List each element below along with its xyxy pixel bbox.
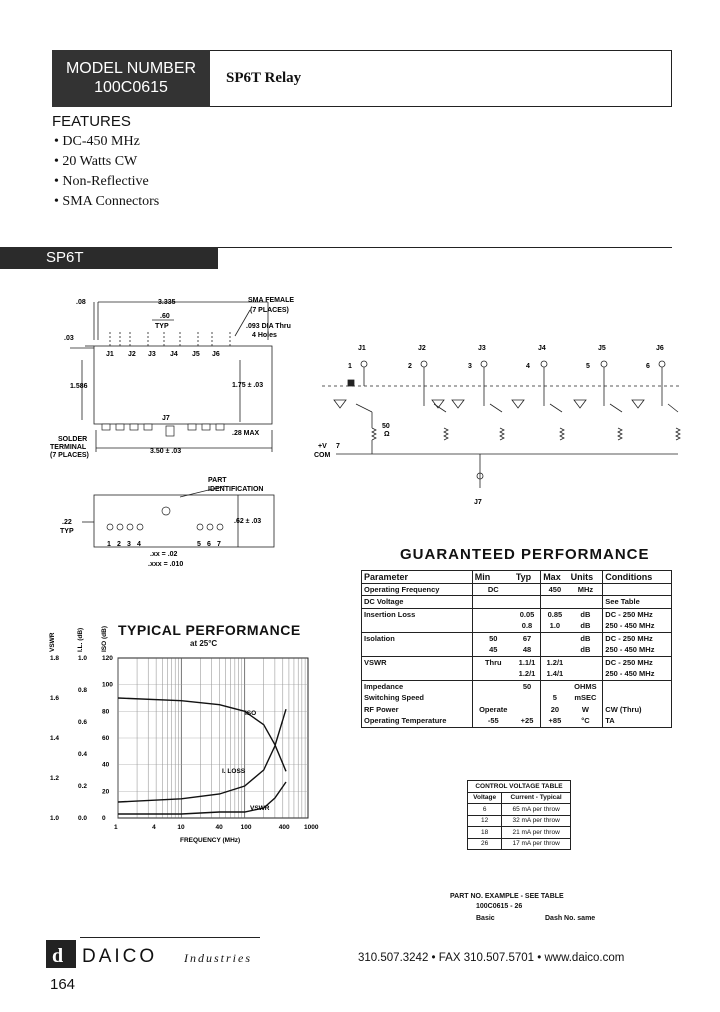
y-tick-label: 40: [102, 761, 110, 769]
contact-line: 310.507.3242 • FAX 310.507.5701 • www.daico.com: [358, 952, 625, 964]
part-example-basic: Basic: [476, 915, 495, 922]
dim-typ: TYP: [155, 323, 169, 330]
series-annotation: I. LOSS: [222, 768, 246, 775]
part-label-2: IDENTIFICATION: [208, 486, 264, 493]
y-tick-label: 80: [102, 708, 110, 716]
series-line-iso: [118, 698, 286, 771]
table-row: Operating Frequency DC 450 MHz: [362, 583, 672, 596]
page-number: 164: [50, 976, 76, 993]
port-j6: J6: [212, 351, 220, 358]
series-annotation: VSWR: [250, 805, 270, 812]
sch-v: +V: [318, 443, 327, 450]
y-tick-label: 1.2: [50, 775, 60, 782]
y-axis-label: I.L. (dB): [77, 627, 84, 652]
y-tick-label: 0.0: [78, 815, 88, 822]
features-title: FEATURES: [52, 113, 131, 130]
y-tick-label: 1.4: [50, 735, 60, 742]
dim-1586: 1.586: [70, 383, 88, 390]
y-tick-label: 0.2: [78, 783, 88, 790]
x-tick-label: 1: [114, 824, 118, 831]
feature-item: • 20 Watts CW: [54, 154, 138, 169]
dim-22: .22: [62, 519, 72, 526]
y-tick-label: 1.0: [78, 655, 88, 662]
y-tick-label: 0.8: [78, 687, 88, 694]
pin-4: 4: [137, 541, 141, 548]
company-name: DAICO: [82, 946, 158, 967]
x-tick-label: 10: [177, 824, 185, 831]
sch-n6: 6: [646, 363, 650, 370]
y-tick-label: 0.6: [78, 719, 88, 726]
sch-ohm: Ω: [384, 431, 390, 438]
pin-5: 5: [197, 541, 201, 548]
port-j5: J5: [192, 351, 200, 358]
table-row: Impedance 50 OHMS: [362, 680, 672, 692]
x-tick-label: 100: [240, 824, 252, 831]
pin-3: 3: [127, 541, 131, 548]
sch-j5: J5: [598, 345, 606, 352]
feature-item: • Non-Reflective: [54, 174, 149, 189]
dim-350: 3.50 ± .03: [150, 448, 182, 455]
y-tick-label: 0: [102, 815, 106, 822]
y-axis-label: ISO (dB): [101, 626, 108, 652]
port-j3: J3: [148, 351, 156, 358]
svg-text:d: d: [52, 945, 64, 967]
sch-n5: 5: [586, 363, 590, 370]
typical-performance-chart: [40, 618, 330, 850]
daico-logo: [46, 940, 78, 970]
pin-6: 6: [207, 541, 211, 548]
dim-62: .62 ± .03: [234, 518, 262, 525]
section-band: SP6T: [0, 247, 218, 269]
y-tick-label: 20: [102, 788, 110, 796]
sch-j4: J4: [538, 345, 546, 352]
port-j4: J4: [170, 351, 178, 358]
y-tick-label: 120: [102, 655, 113, 662]
sch-n4: 4: [526, 363, 530, 370]
series-annotation: ISO: [245, 710, 257, 717]
company-industries: Industries: [184, 951, 252, 965]
dim-175: 1.75 ± .03: [232, 382, 264, 389]
table-row: 12 32 mA per throw: [468, 815, 571, 827]
sch-j3: J3: [478, 345, 486, 352]
port-j7: J7: [162, 415, 170, 422]
table-row: 18 21 mA per throw: [468, 827, 571, 839]
sch-j1: J1: [358, 345, 366, 352]
y-tick-label: 60: [102, 735, 110, 742]
table-row: 1.2/1 1.4/1 250 - 450 MHz: [362, 668, 672, 680]
tolerance-1: .xx = .02: [150, 551, 178, 558]
dim-60: .60: [160, 313, 170, 320]
mechanical-drawing: [40, 290, 320, 580]
solder-l1: SOLDER: [58, 436, 88, 443]
dim-typ2: TYP: [60, 528, 74, 535]
table-row: DC Voltage See Table: [362, 596, 672, 609]
x-axis-label: FREQUENCY (MHz): [180, 837, 241, 844]
y-tick-label: 1.6: [50, 695, 60, 702]
table-row: 26 17 mA per throw: [468, 838, 571, 850]
y-axis-label: VSWR: [49, 632, 56, 652]
sch-seven: 7: [336, 443, 340, 450]
part-example-title: PART NO. EXAMPLE - SEE TABLE: [450, 893, 564, 900]
table-row: Switching Speed 5 mSEC: [362, 692, 672, 704]
control-voltage-table: CONTROL VOLTAGE TABLE Voltage Current - Typical 6 65 mA per throw 12 32 mA per throw 18 21 mA per throw 26 17 mA per throw: [467, 780, 571, 850]
product-title: SP6T Relay: [226, 70, 302, 86]
table-row: RF Power Operate 20 W CW (Thru): [362, 704, 672, 716]
dim-3335: 3.335: [158, 299, 176, 306]
pin-2: 2: [117, 541, 121, 548]
sch-j7: J7: [474, 499, 482, 506]
model-label: MODEL NUMBER: [65, 60, 197, 77]
y-tick-label: 1.0: [50, 815, 60, 822]
hole-count: 4 Holes: [252, 332, 277, 339]
x-tick-label: 400: [278, 824, 290, 831]
y-tick-label: 1.8: [50, 655, 60, 662]
table-row: 0.8 1.0 dB 250 - 450 MHz: [362, 620, 672, 632]
port-j1: J1: [106, 351, 114, 358]
sma-places: (7 PLACES): [250, 307, 289, 314]
schematic-diagram: [312, 336, 692, 516]
dim-28: .28 MAX: [232, 430, 260, 437]
y-tick-label: 0.4: [78, 751, 88, 758]
solder-l3: (7 PLACES): [50, 452, 89, 459]
hole-label: .093 DIA Thru: [246, 323, 291, 330]
part-example-dash: Dash No. same: [545, 915, 596, 922]
table-row: Operating Temperature -55 +25 +85 °C TA: [362, 715, 672, 727]
pin-1: 1: [107, 541, 111, 548]
footer-rule: [80, 937, 260, 938]
tolerance-2: .xxx = .010: [148, 561, 184, 568]
x-tick-label: 1000: [304, 824, 319, 831]
sch-j6: J6: [656, 345, 664, 352]
x-tick-label: 40: [215, 824, 223, 831]
feature-item: • SMA Connectors: [54, 194, 160, 209]
guaranteed-title: GUARANTEED PERFORMANCE: [400, 546, 650, 563]
typical-title: TYPICAL PERFORMANCE: [118, 622, 301, 638]
table-row: 45 48 dB 250 - 450 MHz: [362, 644, 672, 656]
typical-subtitle: at 25°C: [190, 639, 218, 648]
sch-n2: 2: [408, 363, 412, 370]
y-tick-label: 100: [102, 681, 113, 689]
sch-n1: 1: [348, 363, 352, 370]
sch-n3: 3: [468, 363, 472, 370]
performance-table: [361, 570, 672, 728]
sma-label: SMA FEMALE: [248, 297, 295, 304]
dim-08: .08: [76, 299, 86, 306]
table-row: Insertion Loss 0.05 0.85 dB DC - 250 MHz: [362, 608, 672, 620]
table-header-row: Parameter Min Typ Max Units Conditions: [362, 571, 672, 584]
dim-03: .03: [64, 335, 74, 342]
model-number-box: [52, 50, 210, 107]
solder-l2: TERMINAL: [50, 444, 87, 451]
part-label-1: PART: [208, 477, 227, 484]
sch-com: COM: [314, 452, 331, 459]
pin-7: 7: [217, 541, 221, 548]
model-number: 100C0615: [94, 79, 168, 96]
sch-r50: 50: [382, 423, 390, 430]
feature-item: • DC-450 MHz: [54, 134, 140, 149]
x-tick-label: 4: [152, 824, 156, 831]
sch-j2: J2: [418, 345, 426, 352]
table-row: VSWR Thru 1.1/1 1.2/1 DC - 250 MHz: [362, 656, 672, 668]
table-row: Isolation 50 67 dB DC - 250 MHz: [362, 632, 672, 644]
port-j2: J2: [128, 351, 136, 358]
section-divider: [218, 247, 672, 248]
table-row: 6 65 mA per throw: [468, 804, 571, 816]
part-example-number: 100C0615 - 26: [476, 903, 523, 910]
